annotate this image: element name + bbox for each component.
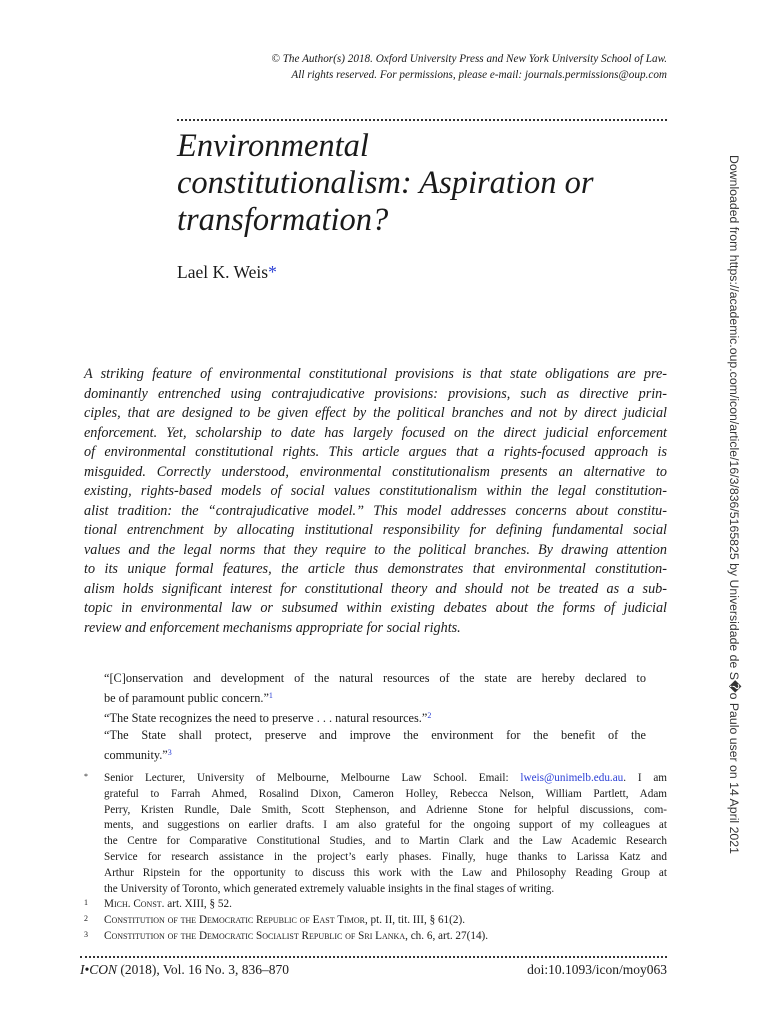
footnote-star-line: grateful to Farrah Ahmed, Rosalind Dixon, Cameron Holley, Rebecca Nelson, William Partlett, Adam	[104, 787, 667, 800]
footnote-star-line: Arthur Ripstein for the opportunity to discuss this work with the Law and Philosophy Reading Group at	[104, 866, 667, 879]
author-footnote-link[interactable]: *	[268, 262, 277, 282]
quote-3-line-2: community.”	[104, 748, 168, 762]
footnote-2-mark: 2	[84, 914, 88, 924]
footnote-star-mark: *	[84, 772, 88, 781]
footnote-star-line-1: Senior Lecturer, University of Melbourne, Melbourne Law School. Email:	[104, 772, 521, 784]
quote-3	[104, 727, 646, 764]
abstract-line: of environmental constitutional rights. This article argues that a rights-focused approach is	[84, 444, 667, 460]
footnote-ref-2[interactable]: 2	[427, 711, 432, 720]
footnote-star-line: Perry, Kristen Rundle, Dale Smith, Scott Stephenson, and Adrienne Stone for helpful discussions, com-	[104, 803, 667, 816]
author-byline	[177, 262, 277, 283]
quote-1	[104, 670, 646, 707]
footnote-1-mark: 1	[84, 898, 88, 908]
journal-citation	[80, 962, 289, 978]
footnote-star-line: the Centre for Comparative Constitutional Studies, and to Martin Clark and the Law Academic Research	[104, 835, 667, 848]
footnote-ref-1[interactable]: 1	[268, 691, 273, 700]
abstract-line: existing, rights-based models of social values constitutionalism within the legal constitution-	[84, 483, 667, 499]
abstract-line: values and the legal norms that they require to the political branches. By drawing attention	[84, 541, 667, 558]
title-line-1: Environmental	[177, 128, 369, 164]
quote-1-line-1: “[C]onservation and development of the natural resources of the state are hereby declared to	[104, 671, 646, 685]
epigraph-quotes	[104, 670, 646, 764]
download-watermark: Downloaded from https://academic.oup.com/icon/article/16/3/836/5165825 by Universidade de S�o Paulo user on 14 April 2021	[727, 155, 741, 854]
quote-3-line-1: “The State shall protect, preserve and improve the environment for the benefit of the	[104, 728, 646, 742]
footnote-3-source: Constitution of the Democratic Socialist Republic of Sri Lanka	[104, 929, 406, 942]
title-line-3: transformation?	[177, 202, 389, 238]
abstract-line: dominantly entrenched using contrajudicative provisions: provisions, such as directive prin-	[84, 385, 667, 402]
copyright-line-2: All rights reserved. For permissions, please e-mail: journals.permissions@oup.com	[291, 69, 667, 81]
top-dotted-rule	[177, 119, 667, 121]
footnote-2-source: Constitution of the Democratic Republic of East Timor	[104, 914, 365, 927]
abstract-line: to its unique formal features, the article thus demonstrates that environmental constitution-	[84, 561, 667, 577]
footnotes	[84, 771, 667, 945]
quote-2-line-1: “The State recognizes the need to preserve . . . natural resources.”	[104, 711, 428, 725]
abstract-line: alist tradition: the “contrajudicative model.” This model addresses concerns about constitu-	[84, 502, 667, 519]
footnote-1-source: Mich. Const.	[104, 898, 165, 911]
footnote-star-line-1-end: . I am	[623, 772, 667, 784]
quote-2	[104, 707, 646, 727]
abstract-line: enforcement. Yet, scholarship to date has largely focused on the direct judicial enforcement	[84, 424, 667, 441]
abstract-line: alism holds significant interest for constitutional theory and should not be treated as a sub-	[84, 580, 667, 597]
footnote-star	[84, 771, 667, 897]
footnote-ref-3[interactable]: 3	[167, 748, 172, 757]
abstract-line: tional entrenchment by allocating institutional responsibility for defining fundamental social	[84, 522, 667, 538]
copyright-notice	[150, 51, 667, 83]
footnote-star-line: Service for research assistance in the project’s early phases. Finally, huge thanks to Larissa Katz and	[104, 850, 667, 863]
footnote-1	[84, 897, 667, 913]
footnote-1-text: art. XIII, § 52.	[164, 898, 232, 911]
footnote-2	[84, 913, 667, 929]
footnote-star-line: the University of Toronto, which generated extremely valuable insights in the final stages of writing.	[104, 882, 555, 895]
footnote-2-text: , pt. II, tit. III, § 61(2).	[364, 914, 465, 927]
abstract-line: A striking feature of environmental constitutional provisions is that state obligations are pre-	[84, 366, 667, 382]
footnote-star-line: ments, and suggestions on earlier drafts. I am also grateful for the ongoing support of my colleagues at	[104, 819, 667, 832]
abstract-line: review and enforcement mechanisms appropriate for social rights.	[84, 619, 461, 636]
bottom-dotted-rule	[80, 956, 667, 958]
journal-name: I•CON	[80, 962, 117, 977]
journal-volume: (2018), Vol. 16 No. 3, 836–870	[116, 962, 289, 977]
abstract-line: topic in environmental law or subsumed within existing debates about the forms of judicial	[84, 600, 667, 616]
footnote-3-text: , ch. 6, art. 27(14).	[405, 929, 489, 942]
title-line-2: constitutionalism: Aspiration or	[177, 165, 594, 201]
author-name: Lael K. Weis	[177, 262, 269, 282]
copyright-line-1: © The Author(s) 2018. Oxford University Press and New York University School of Law.	[271, 53, 667, 65]
quote-1-line-2: be of paramount public concern.”	[104, 691, 269, 705]
abstract-line: ciples, that are designed to be given effect by the political branches and not by direct judicial	[84, 405, 667, 421]
article-title	[177, 128, 677, 239]
author-email-link[interactable]: lweis@unimelb.edu.au	[520, 772, 624, 784]
doi[interactable]: doi:10.1093/icon/moy063	[527, 962, 667, 977]
abstract-line: misguided. Correctly understood, environmental constitutionalism presents an alternative to	[84, 463, 667, 480]
abstract	[84, 365, 667, 638]
footnote-3-mark: 3	[84, 929, 88, 939]
footnote-3	[84, 929, 667, 945]
